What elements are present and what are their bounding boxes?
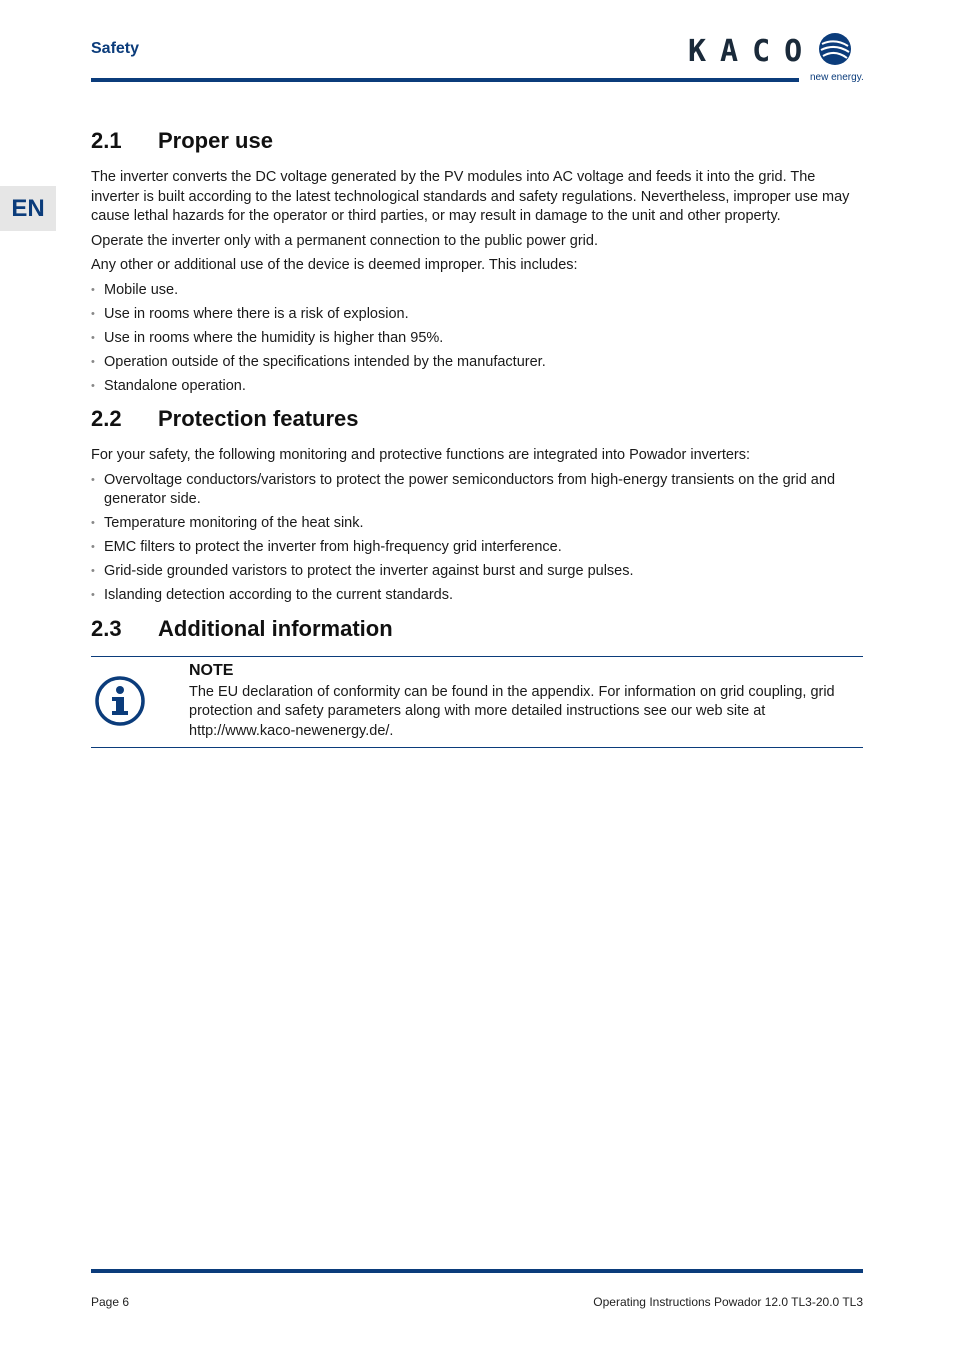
section-title: Protection features (158, 406, 359, 431)
list-item: • Mobile use. (91, 281, 863, 301)
paragraph: For your safety, the following monitoring and protective functions are integrated into Powador inverters: (91, 447, 751, 463)
logo-tagline: new energy. (810, 72, 864, 83)
info-icon (94, 675, 146, 727)
list-item: • Use in rooms where the humidity is higher than 95%. (91, 329, 863, 349)
list-item: • EMC filters to protect the inverter from high-frequency grid interference. (91, 538, 863, 558)
paragraph: The inverter converts the DC voltage generated by the PV modules into AC voltage and feeds it into the grid. The inverter is built according to the latest technological standards and safety regulations. Nevertheless, improper use may cause lethal hazards for the operator or third parties, or may result in damage to the unit and other property. (91, 169, 850, 224)
document-title: Operating Instructions Powador 12.0 TL3-20.0 TL3 (593, 1295, 863, 1309)
bullet-list (91, 471, 863, 606)
bullet-list (91, 281, 863, 397)
list-item: • Overvoltage conductors/varistors to protect the power semiconductors from high-energy transients on the grid and generator side. (91, 471, 863, 510)
list-item: • Use in rooms where there is a risk of explosion. (91, 305, 863, 325)
section-title: Proper use (158, 128, 273, 153)
note-title: NOTE (189, 661, 234, 679)
language-tab: EN (0, 186, 56, 231)
note-text: The EU declaration of conformity can be found in the appendix. For information on grid coupling, grid protection and safety parameters along with more detailed instructions see our web site at http://www.kaco-newenergy.de/. (189, 683, 835, 739)
paragraph: Any other or additional use of the device is deemed improper. This includes: (91, 257, 578, 273)
footer-rule (91, 1269, 863, 1273)
page-number: Page 6 (91, 1295, 130, 1309)
page-content (91, 128, 863, 758)
note-body (189, 662, 863, 742)
header-rule (91, 78, 799, 82)
section-heading (91, 406, 863, 432)
section-additional-information (91, 616, 863, 749)
section-proper-use (91, 128, 863, 396)
section-number: 2.3 (91, 615, 122, 641)
section-title: Additional information (158, 615, 393, 641)
section-number: 2.1 (91, 128, 122, 153)
header-title: Safety (91, 40, 140, 57)
list-item: • Standalone operation. (91, 377, 863, 397)
section-protection-features (91, 406, 863, 606)
section-heading (91, 128, 863, 154)
note-icon-container (91, 662, 189, 742)
section-number: 2.2 (91, 406, 122, 431)
paragraph: Operate the inverter only with a permanent connection to the public power grid. (91, 232, 598, 249)
globe-icon (818, 32, 852, 66)
section-heading (91, 616, 863, 642)
list-item: • Islanding detection according to the current standards. (91, 586, 863, 606)
list-item: • Operation outside of the specifications intended by the manufacturer. (91, 353, 863, 373)
logo-wordmark: KACO (688, 34, 817, 69)
list-item: • Temperature monitoring of the heat sink. (91, 514, 863, 534)
list-item: • Grid-side grounded varistors to protect the inverter against burst and surge pulses. (91, 562, 863, 582)
note-box (91, 656, 863, 749)
